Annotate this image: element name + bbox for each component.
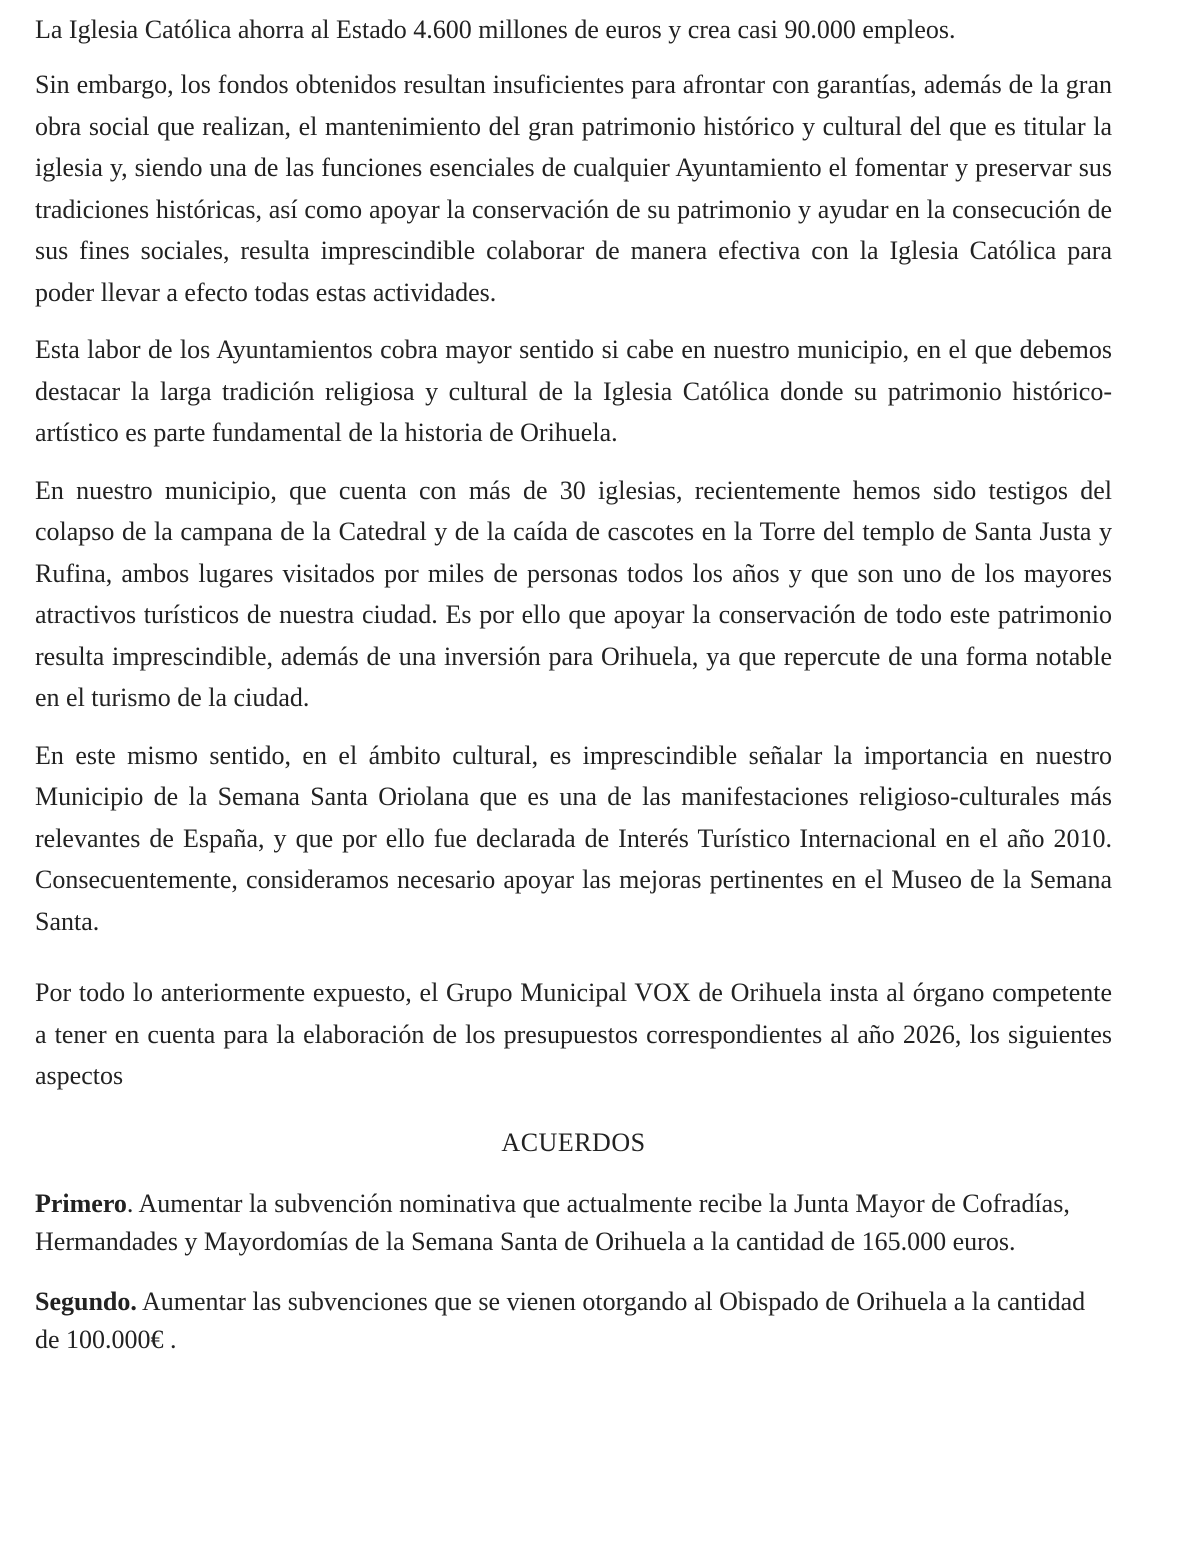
intro-line: La Iglesia Católica ahorra al Estado 4.600 millones de euros y crea casi 90.000 empleos.	[35, 15, 956, 44]
agreements-heading: ACUERDOS	[501, 1127, 646, 1157]
document-page	[35, 10, 1112, 1381]
agreement-first	[35, 1185, 1112, 1261]
agreement-second-text: Aumentar las subvenciones que se vienen otorgando al Obispado de Orihuela a la cantidad de 100.000€ .	[35, 1286, 1086, 1354]
agreement-second	[35, 1283, 1112, 1359]
paragraph-holy-week: En este mismo sentido, en el ámbito cultural, es imprescindible señalar la importancia en nuestro Municipio de la Semana Santa Oriolana que es una de las manifestaciones religioso-culturales más relevantes de España, y que por ello fue declarada de Interés Turístico Internacional en el año 2010. Consecuentemente, consideramos necesario apoyar las mejoras pertinentes en el Museo de la Semana Santa.	[35, 740, 1112, 936]
paragraph-churches: En nuestro municipio, que cuenta con más de 30 iglesias, recientemente hemos sido testigos del colapso de la campana de la Catedral y de la caída de cascotes en la Torre del templo de Santa Justa y Rufina, ambos lugares visitados por miles de personas todos los años y que son uno de los mayores atractivos turísticos de nuestra ciudad. Es por ello que apoyar la conservación de todo este patrimonio resulta imprescindible, además de una inversión para Orihuela, ya que repercute de una forma notable en el turismo de la ciudad.	[35, 475, 1112, 712]
agreement-first-text: . Aumentar la subvención nominativa que actualmente recibe la Junta Mayor de Cofradías, Hermandades y Mayordomías de la Semana Santa de Orihuela a la cantidad de 165.000 euros.	[35, 1188, 1070, 1256]
agreement-second-label: Segundo.	[35, 1286, 137, 1316]
paragraph-motion: Por todo lo anteriormente expuesto, el Grupo Municipal VOX de Orihuela insta al órgano competente a tener en cuenta para la elaboración de los presupuestos correspondientes al año 2026, los siguientes aspectos	[35, 978, 1112, 1090]
agreement-first-label: Primero	[35, 1188, 127, 1218]
paragraph-funding: Sin embargo, los fondos obtenidos resultan insuficientes para afrontar con garantías, además de la gran obra social que realizan, el mantenimiento del gran patrimonio histórico y cultural del que es titular la iglesia y, siendo una de las funciones esenciales de cualquier Ayuntamiento el fomentar y preservar sus tradiciones históricas, así como apoyar la conservación de su patrimonio y ayudar en la consecución de sus fines sociales, resulta imprescindible colaborar de manera efectiva con la Iglesia Católica para poder llevar a efecto todas estas actividades.	[35, 70, 1112, 307]
paragraph-municipality: Esta labor de los Ayuntamientos cobra mayor sentido si cabe en nuestro municipio, en el que debemos destacar la larga tradición religiosa y cultural de la Iglesia Católica donde su patrimonio histórico-artístico es parte fundamental de la historia de Orihuela.	[35, 335, 1112, 447]
